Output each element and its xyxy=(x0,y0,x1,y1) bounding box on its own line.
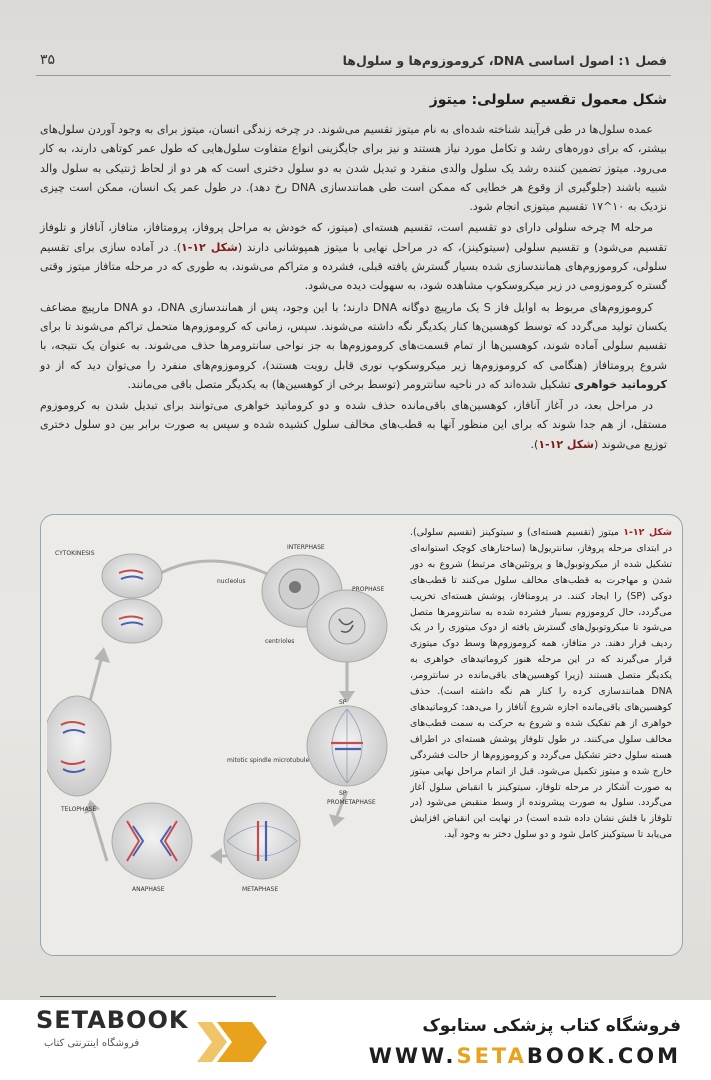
url-highlight: SETA xyxy=(456,1044,527,1068)
anaphase-label: ANAPHASE xyxy=(132,886,165,893)
paragraph-3-text-b: تشکیل شده‌اند که در ناحیه سانترومر (توسط برخی از کوهسین‌ها) به یکدیگر متصل باقی می‌مانند. xyxy=(127,377,575,391)
cytokinesis-cells xyxy=(55,550,162,643)
bottom-rule xyxy=(40,996,276,997)
body-text xyxy=(40,120,667,456)
chapter-title: فصل ۱: اصول اساسی DNA، کروموزوم‌ها و سلول‌ها xyxy=(342,52,667,68)
paragraph-4-text-b: ). xyxy=(530,437,539,451)
header-rule xyxy=(36,75,671,76)
metaphase-label: METAPHASE xyxy=(242,886,279,893)
mitotic-spindle-label: mitotic spindle microtubule xyxy=(227,757,310,764)
sp-label-bottom: SP xyxy=(339,790,347,797)
cytokinesis-label: CYTOKINESIS xyxy=(55,550,95,557)
watermark-footer xyxy=(0,1000,711,1080)
arrow-head xyxy=(210,848,222,864)
url-suffix: BOOK.COM xyxy=(526,1044,681,1068)
cycle-arrow xyxy=(92,811,107,861)
prometaphase-cell xyxy=(227,699,387,806)
figure-reference[interactable]: شکل ۱۲-۱ xyxy=(538,437,594,451)
paragraph-3 xyxy=(40,298,667,394)
figure-reference[interactable]: شکل ۱۲-۱ xyxy=(181,240,238,254)
figure-box xyxy=(40,514,683,956)
paragraph-1-text: عمده سلول‌ها در طی فرآیند شناخته شده‌ای به نام میتوز تقسیم می‌شوند. در چرخه زندگی انسان، میتوز برای به وجود آوردن سلول‌های بیشتر، که برای دوره‌های رشد و تکامل مورد نیاز هستند و نیز برای جایگزینی انواع متفاوت سلول‌هایی که طول عمر کوتاهی دارند، به کار می‌رود. میتوز تضمین کننده رشد یک سلول والدی منفرد و تبدیل شدن به دو سلول دختری است که هر دو از لحاظ ژنتیکی به سلول والد شبیه باشند (جلوگیری از وقوع هر خطایی که ممکن است طی همانندسازی DNA رخ دهد). در طول عمر یک انسان، ممکن است چیزی نزدیک به ۱۰^۱۷ تقسیم میتوزی انجام شود. xyxy=(40,123,667,214)
website-url[interactable] xyxy=(369,1044,681,1068)
figure-caption xyxy=(410,525,672,947)
prophase-label: PROPHASE xyxy=(352,586,385,593)
logo-text: SETABOOK xyxy=(36,1006,189,1034)
mitosis-cycle-diagram xyxy=(47,521,409,951)
cycle-arrow xyxy=(147,561,282,581)
shop-name: فروشگاه کتاب پزشکی ستابوک xyxy=(422,1016,681,1036)
metaphase-cell xyxy=(224,803,300,893)
centrioles-label: centrioles xyxy=(265,638,295,645)
interphase-label: INTERPHASE xyxy=(287,544,325,551)
arrow-head xyxy=(94,647,110,663)
caption-label: شکل ۱۲-۱ xyxy=(623,527,672,538)
prometaphase-label: PROMETAPHASE xyxy=(327,799,376,806)
url-prefix: WWW. xyxy=(368,1044,457,1068)
nucleolus-label: nucleolus xyxy=(217,578,246,585)
paragraph-4-text-a: در مراحل بعد، در آغاز آنافاز، کوهسین‌های باقی‌مانده حذف شده و دو کروماتید خواهری می‌توانند برای تبدیل شدن به کروموزوم مستقل، از هم جدا شوند که برای این منظور آنها به قطب‌های مخالف سلول کشیده شده و سپس به صورت برابر بین دو سلول دختری توزیع می‌شوند ( xyxy=(40,399,667,451)
running-head xyxy=(40,48,667,72)
term-sister-chromatid: کروماتید خواهری xyxy=(574,377,667,391)
paragraph-3-text-a: کروموزوم‌های مربوط به اوایل فاز S یک مارپیچ دوگانه DNA دارند؛ با این وجود، پس از همانندسازی DNA، دو DNA مارپیچ مضاعف یکسان تولید می‌گردد که توسط کوهسین‌ها کنار یکدیگر نگه داشته می‌شوند. سپس، زمانی که کروموزوم‌ها متحمل تراکم می‌شوند تا برای تقسیم سلولی آماده شوند، کوهسین‌ها از تمام قسمت‌های کروموزوم‌ها به جز نواحی سانترومرها حذف می‌شوند. به عنوان یک نتیجه، با شروع پرومتافاز (هنگامی که کروموزوم‌ها زیر میکروسکوپ نوری قابل رویت هستند)، کروموزوم‌های منفرد را می‌توان دید که از دو xyxy=(40,300,667,372)
section-title: شکل معمول تقسیم سلولی: میتوز xyxy=(429,92,667,108)
page-number: ۳۵ xyxy=(40,52,56,68)
paragraph-1 xyxy=(40,120,667,216)
paragraph-4 xyxy=(40,396,667,454)
caption-text: میتوز (تقسیم هسته‌ای) و سیتوکینز (تقسیم سلولی). در ابتدای مرحله پروفاز، سانتریول‌ها (ساختارهای کوچک استوانه‌ای تشکیل شده از میکروتوبول‌ها و پروتئین‌های مرتبط) شروع به دور شدن و مهاجرت به قطب‌های مخالف سلول می‌کنند تا قطب‌های دوکی (SP) را ایجاد کنند. در پرومتافاز، پوشش هسته‌ای تخریب می‌گردد، حال کروموزوم بسیار فشرده شده به سانترومرها متصل می‌شود تا میکروتوبول‌های گسترش یافته از دوک میتوزی را در یک ردیف قرار دهند. در متافاز، همه کروموزوم‌ها وسط دوک میتوزی قرار می‌گیرند که در این مرحله هنوز کروماتیدهای خواهری به یکدیگر متصل هستند (زیرا کوهسین‌های باقی‌مانده در سانترومر، DNA همانندسازی کرده را کنار هم نگه داشته است). حذف کوهسین‌های باقی‌مانده اجازه شروع آنافاز را می‌دهد: کروماتیدهای خواهری از هم تفکیک شده و شروع به حرکت به سمت قطب‌های مخالف سلول می‌کنند. در طول تلوفاز پوشش هسته‌ای در اطراف هسته سلول دختر تشکیل می‌گردد و کروموزوم‌ها از حالت فشردگی خارج شده و میتوز تکمیل می‌شود. قبل از اتمام مراحل نهایی میتوز به صورت آشکار در مرحله تلوفاز، سیتوکینز با انقباض سلول آغاز می‌گردد. سلول به صورت پیشرونده از وسط منقبض می‌شود (در تلوفاز با فلش نشان داده شده است) در نهایت این انقباض افزایش می‌یابد تا سیتوکینز کامل شود و دو سلول دختر به وجود آید. xyxy=(410,527,672,841)
paragraph-2 xyxy=(40,218,667,295)
sp-label-top: SP xyxy=(339,699,347,706)
telophase-label: TELOPHASE xyxy=(61,806,97,813)
logo-subtitle: فروشگاه اینترنتی کتاب xyxy=(44,1038,140,1049)
telophase-cell xyxy=(47,696,111,813)
paragraph-2-text-a: مرحله M چرخه سلولی دارای دو تقسیم است، تقسیم هسته‌ای (میتوز، که خودش به مراحل پروفاز، پرومتافاز، متافاز، آنافاز و تلوفاز تقسیم می‌شود) و تقسیم سلولی (سیتوکینز)، که در مراحل نهایی با میتوز همپوشانی دارند ( xyxy=(40,221,668,254)
anaphase-cell xyxy=(112,803,192,893)
paragraph-2-text-b: ). در آماده سازی برای تقسیم سلولی، کروموزوم‌های همانندسازی شده بسیار گسترش یافته قبلی، فشرده و متراکم می‌شوند، به طوری که در مرحله متافاز میتوز وقتی گستره کروموزومی در زیر میکروسکوپ مشاهده شود، به سهولت دیده می‌شود. xyxy=(40,240,667,293)
